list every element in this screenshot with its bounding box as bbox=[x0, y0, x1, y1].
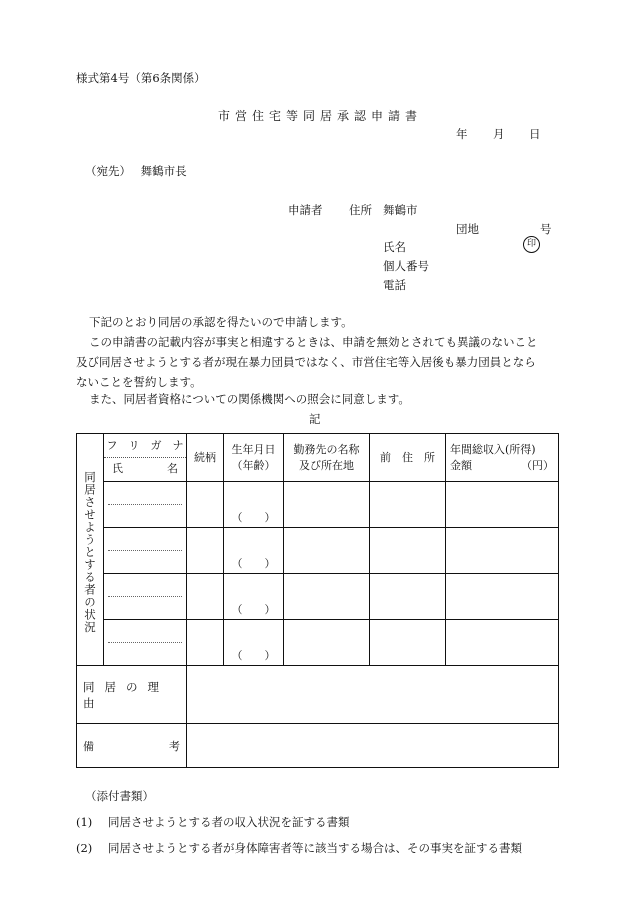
table-row bbox=[77, 482, 559, 528]
workplace-header-line1: 勤務先の名称 bbox=[293, 442, 360, 456]
cohabitant-status-label: 同居させようとする者の状況 bbox=[77, 434, 104, 666]
address-value: 舞鶴市 bbox=[383, 203, 418, 217]
addressee-label: （宛先） bbox=[85, 164, 131, 178]
relation-input-cell[interactable] bbox=[187, 620, 224, 666]
furigana-name-header bbox=[104, 434, 187, 482]
relation-input-cell[interactable] bbox=[187, 528, 224, 574]
income-header-line1: 年間総収入(所得) bbox=[450, 442, 536, 456]
name-header: 氏 名 bbox=[112, 462, 178, 475]
previous-address-header: 前 住 所 bbox=[370, 434, 446, 482]
furigana-header: フ リ ガ ナ bbox=[104, 435, 186, 458]
workplace-input-cell[interactable] bbox=[284, 528, 370, 574]
addressee bbox=[85, 163, 187, 179]
date-day: 日 bbox=[529, 127, 541, 141]
workplace-input-cell[interactable] bbox=[284, 574, 370, 620]
name-input-cell[interactable] bbox=[104, 620, 187, 666]
declaration-line-2: この申請書の記載内容が事実と相違するときは、申請を無効とされても異議のないこと bbox=[89, 335, 538, 349]
income-amount-label: 金額 bbox=[450, 458, 472, 472]
table-row bbox=[77, 528, 559, 574]
income-input-cell[interactable] bbox=[446, 574, 559, 620]
relation-input-cell[interactable] bbox=[187, 574, 224, 620]
name-input-cell[interactable] bbox=[104, 482, 187, 528]
birthdate-header-line1: 生年月日 bbox=[231, 442, 276, 456]
remarks-label-right: 考 bbox=[169, 739, 180, 753]
income-unit-label: （円） bbox=[521, 458, 554, 472]
remarks-input-cell[interactable] bbox=[187, 724, 559, 768]
name-label: 氏名 bbox=[383, 240, 406, 254]
relation-header: 続柄 bbox=[187, 434, 224, 482]
seal-mark: 印 bbox=[523, 236, 540, 253]
go-label: 号 bbox=[540, 222, 552, 236]
consent-line: また、同居者資格についての関係機関への照会に同意します。 bbox=[89, 392, 410, 406]
declaration-line-4: ないことを誓約します。 bbox=[76, 375, 202, 389]
income-input-cell[interactable] bbox=[446, 482, 559, 528]
remarks-row bbox=[77, 724, 559, 768]
income-input-cell[interactable] bbox=[446, 620, 559, 666]
birthdate-header bbox=[224, 434, 284, 482]
table-row bbox=[77, 574, 559, 620]
danchi-label: 団地 bbox=[456, 222, 479, 236]
birthdate-input-cell[interactable]: （ ） bbox=[224, 620, 284, 666]
income-input-cell[interactable] bbox=[446, 528, 559, 574]
birthdate-input-cell[interactable]: （ ） bbox=[224, 482, 284, 528]
workplace-input-cell[interactable] bbox=[284, 482, 370, 528]
date-month: 月 bbox=[493, 127, 505, 141]
form-number: 様式第4号（第6条関係） bbox=[76, 71, 206, 85]
cohabitant-table bbox=[76, 433, 559, 768]
attachment-text: 同居させようとする者の収入状況を証する書類 bbox=[107, 815, 350, 829]
addressee-name: 舞鶴市長 bbox=[140, 164, 187, 178]
declaration-line-3: 及び同居させようとする者が現在暴力団員ではなく、市営住宅等入居後も暴力団員となら bbox=[76, 355, 536, 369]
name-input-cell[interactable] bbox=[104, 574, 187, 620]
attachment-number: (2) bbox=[76, 841, 93, 855]
attachments-label: （添付書類） bbox=[85, 789, 154, 803]
reason-label: 同居の理由 bbox=[77, 666, 187, 724]
birthdate-input-cell[interactable]: （ ） bbox=[224, 528, 284, 574]
phone-label: 電話 bbox=[383, 278, 406, 292]
applicant-label: 申請者 bbox=[288, 203, 323, 217]
reason-input-cell[interactable] bbox=[187, 666, 559, 724]
income-header-line2 bbox=[450, 458, 554, 474]
attachment-item-2 bbox=[76, 840, 522, 856]
my-number-label: 個人番号 bbox=[383, 259, 429, 273]
previous-address-input-cell[interactable] bbox=[370, 620, 446, 666]
table-row bbox=[77, 620, 559, 666]
reason-row bbox=[77, 666, 559, 724]
document-title: 市営住宅等同居承認申請書 bbox=[218, 109, 423, 123]
remarks-label-left: 備 bbox=[83, 739, 94, 753]
birthdate-header-line2: （年齢） bbox=[231, 458, 276, 472]
attachment-text: 同居させようとする者が身体障害者等に該当する場合は、その事実を証する書類 bbox=[107, 841, 522, 855]
attachment-item-1 bbox=[76, 814, 349, 830]
workplace-header bbox=[284, 434, 370, 482]
previous-address-input-cell[interactable] bbox=[370, 528, 446, 574]
workplace-header-line2: 及び所在地 bbox=[299, 458, 354, 472]
income-header bbox=[446, 434, 559, 482]
previous-address-input-cell[interactable] bbox=[370, 482, 446, 528]
date-year: 年 bbox=[456, 127, 468, 141]
relation-input-cell[interactable] bbox=[187, 482, 224, 528]
address-label: 住所 bbox=[349, 203, 372, 217]
table-header-row bbox=[77, 434, 559, 482]
birthdate-input-cell[interactable]: （ ） bbox=[224, 574, 284, 620]
remarks-label bbox=[77, 724, 187, 768]
attachment-number: (1) bbox=[76, 815, 93, 829]
workplace-input-cell[interactable] bbox=[284, 620, 370, 666]
name-input-cell[interactable] bbox=[104, 528, 187, 574]
ki-mark: 記 bbox=[309, 412, 321, 426]
declaration-line-1: 下記のとおり同居の承認を得たいので申請します。 bbox=[89, 315, 353, 329]
previous-address-input-cell[interactable] bbox=[370, 574, 446, 620]
